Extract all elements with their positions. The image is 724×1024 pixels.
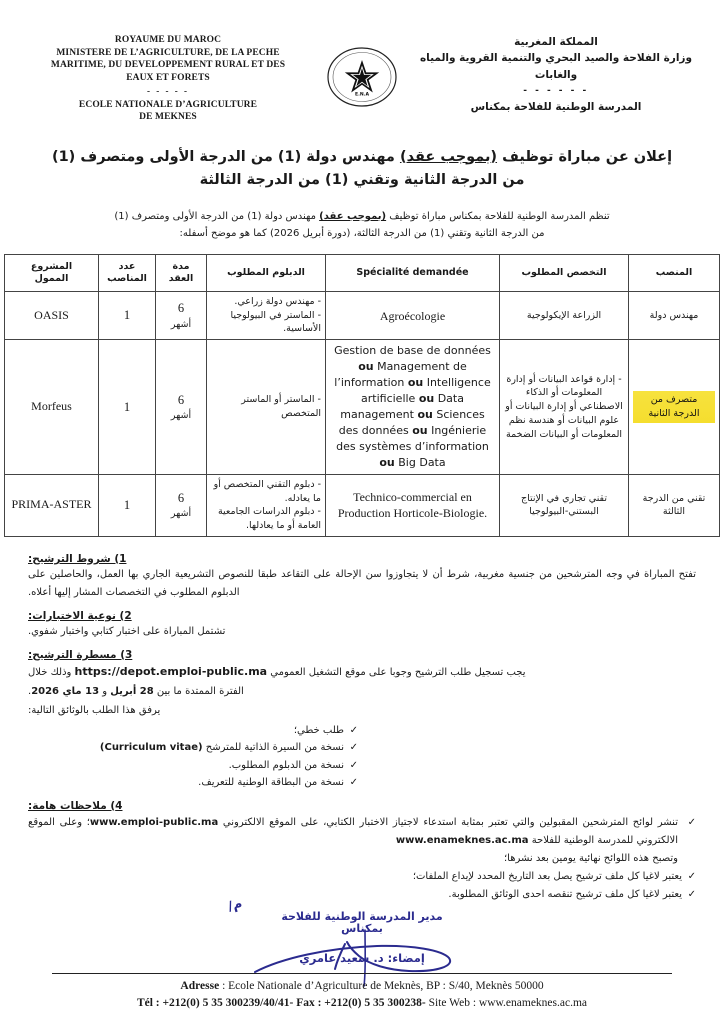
footer-fax: Fax : +212(0) 5 35 300238- — [293, 996, 426, 1009]
note-item-2-text: يعتبر لاغيا كل ملف ترشيح يصل بعد التاريخ المحدد لإيداع الملفات؛ — [412, 870, 682, 882]
checkmark-icon: ✓ — [687, 888, 696, 900]
section-3-text-b: وذلك خلال — [28, 666, 75, 678]
logo-label: E.N.A — [354, 92, 370, 98]
section-1-body: تفتح المباراة في وجه المترشحين من جنسية مغربية، شرط أن لا يتجاوزوا سن الإحالة على التقاعد طبقا للنصوص التشريعية الجاري بها العمل، والحاصلين على الدبلوم المطلوب في التخصصات المشار إليها أعلاه. — [28, 568, 696, 598]
footer-address-label: Adresse — [180, 979, 220, 992]
title-line-1-part-a: إعلان عن مباراة توظيف — [497, 148, 673, 165]
section-3-period-a: الفترة الممتدة ما بين — [153, 685, 244, 697]
column-header-specialite-ar: التخصص المطلوب — [500, 254, 629, 291]
section-3-period-c: . — [28, 685, 32, 697]
list-item-latin: (Curriculum vitae) — [99, 742, 203, 754]
diplome-line: - الماستر أو الماستر المتخصص — [241, 394, 321, 419]
column-header-specialite-fr: Spécialité demandée — [326, 254, 500, 291]
document-footer — [0, 973, 724, 1013]
column-header-projet-line1: المشروع — [30, 261, 73, 273]
list-item — [28, 722, 358, 740]
checkmark-icon: ✓ — [349, 742, 358, 754]
section-2-title: 2) نوعية الاختبارات: — [28, 609, 132, 622]
note-item-1 — [28, 814, 696, 868]
footer-address-value: : Ecole Nationale d’Agriculture de Meknès, BP : S/40, Meknès 50000 — [219, 979, 544, 992]
emploi-public-site[interactable]: www.emploi-public.ma — [89, 816, 219, 828]
intro-line-2: من الدرجة الثانية وتقني (1) من الدرجة الثالثة، (دورة أبريل 2026) كما هو موضح أسفله: — [179, 227, 545, 239]
duree-number: 6 — [177, 392, 185, 407]
cell-poste: مهندس دولة — [629, 291, 720, 339]
title-line-1-part-b: مهندس دولة (1) من الدرجة الأولى ومتصرف (1) — [51, 148, 400, 165]
signature-inner — [0, 896, 724, 965]
section-3-period-b: و — [99, 685, 111, 697]
list-item-label: نسخة من البطاقة الوطنية للتعريف. — [198, 777, 344, 789]
signature-line-2: بمكناس — [341, 921, 383, 935]
intro-part-1: تنظم المدرسة الوطنية للفلاحة بمكناس مباراة توظيف — [386, 210, 610, 222]
header-french-line-3: MARITIME, DU DEVELOPPEMENT RURAL ET DES — [50, 60, 286, 71]
list-item — [28, 739, 358, 757]
list-item-label: نسخة من السيرة الذاتية للمترشح — [202, 742, 344, 754]
cell-specialite-fr: Technico-commercial en Production Horticole-Biologie. — [326, 474, 500, 536]
signature-initial-mark: م/ — [226, 896, 245, 915]
note-item-3-text: يعتبر لاغيا كل ملف ترشيح تنقصه احدى الوثائق المطلوبة. — [448, 888, 682, 900]
morocco-star-logo-icon — [326, 46, 398, 108]
column-header-nombre-line1: عدد — [118, 261, 136, 273]
announcement-intro — [30, 208, 694, 242]
registration-url[interactable]: https://depot.emploi-public.ma — [74, 664, 268, 678]
note-1-part-b: ؛ وعلى الموقع الالكتروني للمدرسة الوطنية للفلاحة — [28, 816, 678, 846]
section-3-text-a: يجب تسجيل طلب الترشيح وجوبا على موقع التشغيل العمومي — [267, 666, 526, 678]
title-line-1 — [45, 146, 679, 169]
positions-table-head — [5, 254, 720, 291]
cell-specialite-ar: - إدارة قواعد البيانات أو إدارة المعلومات أو الذكاء الاصطناعي أو إدارة البيانات أو علوم البيانات أو هندسة نظم المعلومات أو البيانات الضخمة — [500, 340, 629, 475]
note-1-part-a: تنشر لوائح المترشحين المقبولين والتي تعتبر بمثابة استدعاء لاجتياز الاختبار الكتابي، على الموقع الالكتروني — [218, 816, 678, 828]
positions-table — [4, 254, 720, 537]
section-3-line-3: يرفق هذا الطلب بالوثائق التالية: — [28, 704, 161, 716]
end-date: 13 ماي 2026 — [31, 685, 100, 697]
cell-specialite-ar: الزراعة الإيكولوجية — [500, 291, 629, 339]
cell-nombre: 1 — [99, 340, 156, 475]
cell-diplome — [207, 340, 326, 475]
column-header-poste: المنصب — [629, 254, 720, 291]
cell-diplome — [207, 291, 326, 339]
enameknes-site[interactable]: www.enameknes.ac.ma — [395, 834, 529, 846]
column-header-duree-line1: مدة — [172, 261, 190, 273]
start-date: 28 أبريل — [110, 685, 154, 697]
header-arabic-line-2: وزارة الفلاحة والصيد البحري والتنمية القروية والمياه — [419, 52, 692, 65]
section-3-line-1 — [28, 662, 696, 682]
header-arabic-line-1: المملكة المغربية — [514, 36, 598, 48]
checkmark-icon: ✓ — [349, 724, 358, 736]
cell-specialite-fr: Gestion de base de données ou Management de l’information ou Intelligence artificielle ou Data management ou Sciences des données ou Ingénierie des systèmes d’information ou Big Data — [326, 340, 500, 475]
section-1-title: 1) شروط الترشيح: — [28, 552, 127, 565]
intro-line-1 — [30, 208, 694, 225]
cell-specialite-ar: تقني تجاري في الإنتاج البستني-البيولوجيا — [500, 474, 629, 536]
header-french-line-2: MINISTERE DE L’AGRICULTURE, DE LA PECHE — [56, 47, 280, 58]
cell-diplome — [207, 474, 326, 536]
cell-specialite-fr: Agroécologie — [326, 291, 500, 339]
header-french-block — [18, 34, 318, 124]
footer-divider — [52, 973, 672, 974]
column-header-duree — [156, 254, 207, 291]
section-3-title: 3) مسطرة الترشيح: — [28, 648, 133, 661]
list-item — [28, 774, 358, 792]
signature-line-3: إمضاء: د. سعيد عامري — [299, 950, 425, 965]
cell-projet: OASIS — [5, 291, 99, 339]
section-2-body: تشتمل المباراة على اختبار كتابي واختبار شفوي. — [28, 625, 226, 637]
header-french-school-1: ECOLE NATIONALE D’AGRICULTURE — [78, 99, 258, 110]
duree-number: 6 — [177, 490, 185, 505]
header-arabic-line-3: والغابات — [534, 68, 578, 81]
header-french-school-2: DE MEKNES — [139, 112, 197, 123]
note-item-1-text — [28, 814, 678, 868]
cell-duree — [156, 340, 207, 475]
checkmark-icon: ✓ — [687, 870, 696, 882]
note-item-3 — [28, 886, 696, 904]
column-header-projet — [5, 254, 99, 291]
checkmark-icon: ✓ — [349, 777, 358, 789]
column-header-projet-line2: الممول — [34, 272, 69, 284]
checkmark-icon: ✓ — [687, 816, 696, 828]
header-french-separator: - - - - - — [147, 86, 189, 97]
note-item-2 — [28, 868, 696, 886]
cell-duree — [156, 474, 207, 536]
title-line-1-underlined: (بموجب عقد) — [399, 148, 498, 165]
section-3-line-2 — [28, 683, 696, 701]
director-signature — [212, 896, 512, 965]
cell-projet: PRIMA-ASTER — [5, 474, 99, 536]
header-french-line-4: EAUX ET FORETS — [126, 72, 210, 83]
cell-poste: تقني من الدرجة الثالثة — [629, 474, 720, 536]
title-line-2: من الدرجة الثانية وتقني (1) من الدرجة الثالثة — [199, 171, 525, 188]
duree-unit: أشهر — [170, 318, 192, 330]
checkmark-icon: ✓ — [349, 759, 358, 771]
diplome-line: - مهندس دولة زراعي. — [234, 295, 321, 307]
duree-unit: أشهر — [170, 410, 192, 422]
footer-tel: Tél : +212(0) 5 35 300239/40/41- — [136, 996, 294, 1009]
header-french-line-1: ROYAUME DU MAROC — [114, 35, 222, 45]
header-arabic-block — [406, 34, 706, 115]
announcement-title — [45, 146, 679, 192]
cell-poste — [629, 340, 720, 475]
note-1-part-c: وتصبح هذه اللوائح نهائية يومين بعد نشرها؛ — [503, 852, 678, 864]
cell-projet: Morfeus — [5, 340, 99, 475]
ena-emblem — [324, 34, 400, 108]
document-header — [0, 0, 724, 124]
diplome-line: - دبلوم التقني المتخصص أو ما يعادله. — [213, 478, 321, 504]
footer-web: Site Web : www.enameknes.ac.ma — [425, 996, 588, 1009]
footer-address-line — [0, 978, 724, 995]
table-row — [5, 340, 720, 475]
conditions-sections — [28, 553, 696, 904]
section-4-title: 4) ملاحظات هامة: — [28, 799, 123, 812]
column-header-nombre — [99, 254, 156, 291]
list-item-label: طلب خطي؛ — [293, 724, 344, 736]
intro-part-2: مهندس دولة (1) من الدرجة الأولى ومتصرف (1) — [114, 210, 320, 222]
list-item-label: نسخة من الدبلوم المطلوب. — [228, 759, 344, 771]
intro-bold: (بموجب عقد) — [319, 210, 387, 222]
column-header-duree-line2: العقد — [168, 272, 194, 284]
important-notes-list — [28, 814, 696, 904]
duree-unit: أشهر — [170, 508, 192, 520]
header-arabic-separator: - - - - - - — [523, 85, 589, 96]
footer-contact-line — [0, 995, 724, 1012]
highlighted-poste: متصرف من الدرجة الثانية — [633, 391, 715, 423]
list-item — [28, 757, 358, 775]
table-header-row — [5, 254, 720, 291]
signature-line-1: مدير المدرسة الوطنية للفلاحة — [281, 909, 443, 923]
cell-nombre: 1 — [99, 291, 156, 339]
table-row — [5, 291, 720, 339]
table-row — [5, 474, 720, 536]
positions-table-body — [5, 291, 720, 536]
cell-duree — [156, 291, 207, 339]
header-arabic-school: المدرسة الوطنية للفلاحة بمكناس — [470, 100, 642, 113]
column-header-nombre-line2: المناصب — [107, 272, 147, 284]
duree-number: 6 — [177, 301, 185, 316]
cell-nombre: 1 — [99, 474, 156, 536]
diplome-line: - الماستر في البيولوجيا الأساسية. — [230, 309, 321, 335]
required-documents-list — [28, 722, 358, 792]
note-item-1-block — [28, 814, 696, 868]
diplome-line: - دبلوم الدراسات الجامعية العامة أو ما يعادلها. — [217, 506, 321, 532]
column-header-diplome: الدبلوم المطلوب — [207, 254, 326, 291]
